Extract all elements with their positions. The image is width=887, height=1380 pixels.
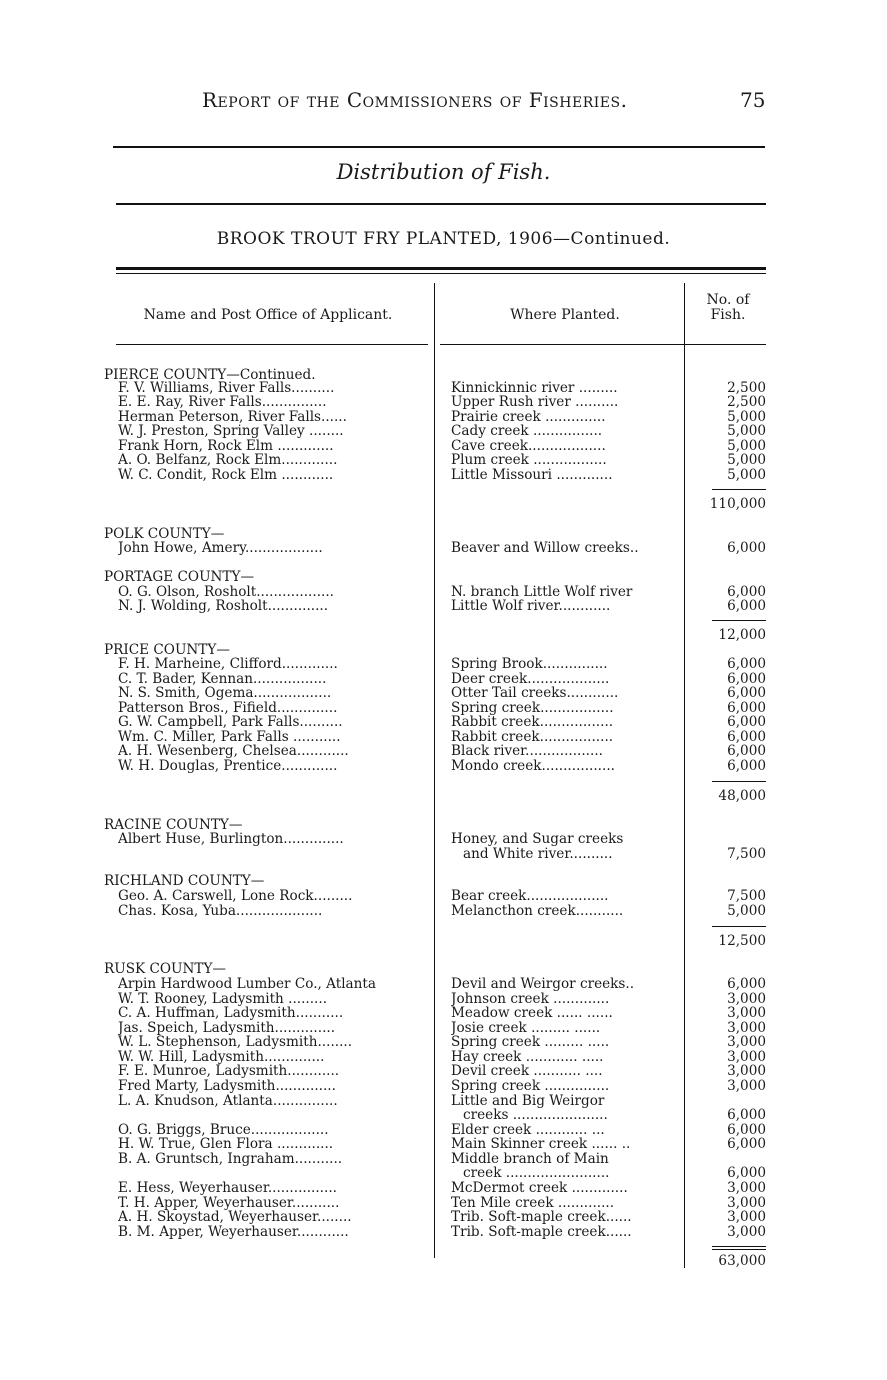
where-planted-cell: creeks ...................... [463, 1108, 608, 1123]
fish-count-cell: 3,000 [727, 1034, 766, 1050]
fish-count-cell: 6,000 [727, 1136, 766, 1152]
header-underline-applicant [116, 344, 428, 345]
applicant-cell: C. T. Bader, Kennan................. [118, 672, 327, 687]
county-total: 110,000 [709, 496, 766, 512]
where-planted-cell: Beaver and Willow creeks.. [451, 541, 639, 556]
where-planted-cell: Trib. Soft-maple creek...... [451, 1210, 632, 1225]
applicant-cell: Albert Huse, Burlington.............. [118, 832, 344, 847]
fish-count-cell: 6,000 [727, 1165, 766, 1181]
where-planted-cell: Cady creek ................ [451, 424, 603, 439]
where-planted-cell: Black river.................. [451, 744, 603, 759]
where-planted-cell: Upper Rush river .......... [451, 395, 619, 410]
where-planted-cell: Bear creek................... [451, 889, 609, 904]
where-planted-cell: Rabbit creek................. [451, 730, 614, 745]
fish-count-cell: 3,000 [727, 1195, 766, 1211]
where-planted-cell: Trib. Soft-maple creek...... [451, 1225, 632, 1240]
where-planted-cell: Meadow creek ...... ...... [451, 1006, 613, 1021]
where-planted-cell: Main Skinner creek ...... .. [451, 1137, 631, 1152]
subtotal-rule [712, 781, 766, 782]
where-planted-cell: Spring Brook............... [451, 657, 608, 672]
where-planted-cell: Mondo creek................. [451, 759, 615, 774]
applicant-cell: B. A. Gruntsch, Ingraham........... [118, 1152, 343, 1167]
subtotal-rule [712, 1246, 766, 1247]
applicant-cell: G. W. Campbell, Park Falls.......... [118, 715, 343, 730]
where-planted-cell: Ten Mile creek ............. [451, 1196, 615, 1211]
subtotal-rule [712, 926, 766, 927]
fish-count-cell: 5,000 [727, 452, 766, 468]
applicant-cell: N. S. Smith, Ogema.................. [118, 686, 332, 701]
applicant-cell: John Howe, Amery.................. [118, 541, 323, 556]
where-planted-cell: Melancthon creek........... [451, 904, 624, 919]
fish-count-cell: 6,000 [727, 540, 766, 556]
applicant-cell: W. J. Preston, Spring Valley ........ [118, 424, 344, 439]
section-title: Distribution of Fish. [336, 160, 551, 184]
table-title: BROOK TROUT FRY PLANTED, 1906—Continued. [216, 229, 671, 249]
where-planted-cell: Little Wolf river............ [451, 599, 611, 614]
fish-count-cell: 5,000 [727, 438, 766, 454]
where-planted-cell: Little Missouri ............. [451, 468, 613, 483]
where-planted-cell: Cave creek.................. [451, 439, 606, 454]
applicant-cell: F. E. Munroe, Ladysmith............ [118, 1064, 340, 1079]
column-header-count-line2: Fish. [710, 307, 746, 323]
where-planted-cell: and White river.......... [463, 847, 613, 862]
fish-count-cell: 6,000 [727, 1107, 766, 1123]
applicant-cell: W. W. Hill, Ladysmith.............. [118, 1050, 325, 1065]
applicant-cell: Geo. A. Carswell, Lone Rock......... [118, 889, 353, 904]
where-planted-cell: N. branch Little Wolf river [451, 585, 633, 600]
applicant-cell: W. T. Rooney, Ladysmith ......... [118, 992, 328, 1007]
where-planted-cell: Spring creek................. [451, 701, 614, 716]
table-top-rule-thick [116, 267, 766, 270]
applicant-cell: E. Hess, Weyerhauser................ [118, 1181, 337, 1196]
fish-count-cell: 6,000 [727, 743, 766, 759]
where-planted-cell: Deer creek................... [451, 672, 610, 687]
grand-total-double-rule [712, 1249, 766, 1250]
county-total: 12,500 [718, 933, 766, 949]
where-planted-cell: Plum creek ................. [451, 453, 607, 468]
applicant-cell: Wm. C. Miller, Park Falls ........... [118, 730, 341, 745]
applicant-cell: N. J. Wolding, Rosholt.............. [118, 599, 329, 614]
applicant-cell: W. H. Douglas, Prentice............. [118, 759, 338, 774]
applicant-cell: F. H. Marheine, Clifford............. [118, 657, 338, 672]
fish-count-cell: 5,000 [727, 423, 766, 439]
county-heading: POLK COUNTY— [104, 527, 225, 542]
applicant-cell: E. E. Ray, River Falls............... [118, 395, 327, 410]
table-top-rule-thin [116, 273, 766, 274]
where-planted-cell: Devil and Weirgor creeks.. [451, 977, 635, 992]
column-header-applicant: Name and Post Office of Applicant. [143, 307, 393, 323]
column-header-where: Where Planted. [510, 307, 620, 323]
applicant-cell: Frank Horn, Rock Elm ............. [118, 439, 334, 454]
fish-count-cell: 6,000 [727, 685, 766, 701]
applicant-cell: A. H. Wesenberg, Chelsea............ [118, 744, 349, 759]
applicant-cell: T. H. Apper, Weyerhauser........... [118, 1196, 340, 1211]
applicant-cell: Chas. Kosa, Yuba.................... [118, 904, 323, 919]
column-header-count-line1: No. of [706, 292, 750, 308]
where-planted-cell: Hay creek ............ ..... [451, 1050, 604, 1065]
applicant-cell: W. C. Condit, Rock Elm ............ [118, 468, 334, 483]
fish-count-cell: 6,000 [727, 729, 766, 745]
where-planted-cell: Devil creek ........... .... [451, 1064, 603, 1079]
applicant-cell: Herman Peterson, River Falls...... [118, 410, 347, 425]
page-number: 75 [740, 88, 766, 112]
applicant-cell: W. L. Stephenson, Ladysmith........ [118, 1035, 353, 1050]
fish-count-cell: 3,000 [727, 991, 766, 1007]
fish-count-cell: 6,000 [727, 1122, 766, 1138]
county-heading: RACINE COUNTY— [104, 818, 243, 833]
applicant-cell: O. G. Olson, Rosholt.................. [118, 585, 334, 600]
where-planted-cell: Josie creek ......... ...... [451, 1021, 601, 1036]
where-planted-cell: Spring creek ............... [451, 1079, 610, 1094]
fish-count-cell: 3,000 [727, 1005, 766, 1021]
fish-count-cell: 3,000 [727, 1020, 766, 1036]
section-rule [116, 203, 766, 205]
fish-count-cell: 3,000 [727, 1224, 766, 1240]
header-rule [113, 146, 765, 148]
fish-count-cell: 6,000 [727, 656, 766, 672]
where-planted-cell: Middle branch of Main [451, 1152, 609, 1167]
county-heading: PIERCE COUNTY—Continued. [104, 368, 316, 383]
applicant-cell: Patterson Bros., Fifield.............. [118, 701, 338, 716]
where-planted-cell: Spring creek ......... ..... [451, 1035, 610, 1050]
where-planted-cell: Elder creek ............ ... [451, 1123, 605, 1138]
where-planted-cell: McDermot creek ............. [451, 1181, 628, 1196]
county-heading: PRICE COUNTY— [104, 643, 230, 658]
applicant-cell: Arpin Hardwood Lumber Co., Atlanta [118, 977, 376, 992]
fish-count-cell: 5,000 [727, 467, 766, 483]
applicant-cell: O. G. Briggs, Bruce.................. [118, 1123, 329, 1138]
fish-count-cell: 6,000 [727, 598, 766, 614]
fish-count-cell: 3,000 [727, 1049, 766, 1065]
applicant-cell: H. W. True, Glen Flora ............. [118, 1137, 334, 1152]
where-planted-cell: Otter Tail creeks............ [451, 686, 619, 701]
column-divider-1 [434, 283, 435, 1258]
where-planted-cell: creek ........................ [463, 1166, 610, 1181]
applicant-cell: Fred Marty, Ladysmith.............. [118, 1079, 336, 1094]
applicant-cell: A. O. Belfanz, Rock Elm............. [118, 453, 338, 468]
applicant-cell: L. A. Knudson, Atlanta............... [118, 1094, 338, 1109]
fish-count-cell: 3,000 [727, 1063, 766, 1079]
header-underline-where [440, 344, 766, 345]
where-planted-cell: Rabbit creek................. [451, 715, 614, 730]
fish-count-cell: 7,500 [727, 846, 766, 862]
county-heading: RICHLAND COUNTY— [104, 874, 265, 889]
applicant-cell: B. M. Apper, Weyerhauser............ [118, 1225, 349, 1240]
county-total: 63,000 [718, 1253, 766, 1269]
fish-count-cell: 2,500 [727, 394, 766, 410]
fish-count-cell: 5,000 [727, 409, 766, 425]
where-planted-cell: Prairie creek .............. [451, 410, 606, 425]
applicant-cell: C. A. Huffman, Ladysmith........... [118, 1006, 344, 1021]
county-total: 12,000 [718, 627, 766, 643]
where-planted-cell: Johnson creek ............. [451, 992, 610, 1007]
applicant-cell: Jas. Speich, Ladysmith.............. [118, 1021, 336, 1036]
fish-count-cell: 3,000 [727, 1209, 766, 1225]
county-heading: PORTAGE COUNTY— [104, 570, 255, 585]
county-heading: RUSK COUNTY— [104, 962, 227, 977]
fish-count-cell: 6,000 [727, 758, 766, 774]
subtotal-rule [712, 489, 766, 490]
where-planted-cell: Kinnickinnic river ......... [451, 381, 618, 396]
where-planted-cell: Little and Big Weirgor [451, 1094, 605, 1109]
fish-count-cell: 6,000 [727, 976, 766, 992]
applicant-cell: A. H. Skoystad, Weyerhauser........ [118, 1210, 352, 1225]
running-header-title: Report of the Commissioners of Fisheries. [202, 88, 628, 112]
fish-count-cell: 6,000 [727, 671, 766, 687]
fish-count-cell: 3,000 [727, 1180, 766, 1196]
fish-count-cell: 6,000 [727, 714, 766, 730]
where-planted-cell: Honey, and Sugar creeks [451, 832, 624, 847]
applicant-cell: F. V. Williams, River Falls.......... [118, 381, 335, 396]
fish-count-cell: 6,000 [727, 584, 766, 600]
fish-count-cell: 2,500 [727, 380, 766, 396]
subtotal-rule [712, 620, 766, 621]
fish-count-cell: 6,000 [727, 700, 766, 716]
fish-count-cell: 7,500 [727, 888, 766, 904]
fish-count-cell: 5,000 [727, 903, 766, 919]
fish-count-cell: 3,000 [727, 1078, 766, 1094]
county-total: 48,000 [718, 788, 766, 804]
